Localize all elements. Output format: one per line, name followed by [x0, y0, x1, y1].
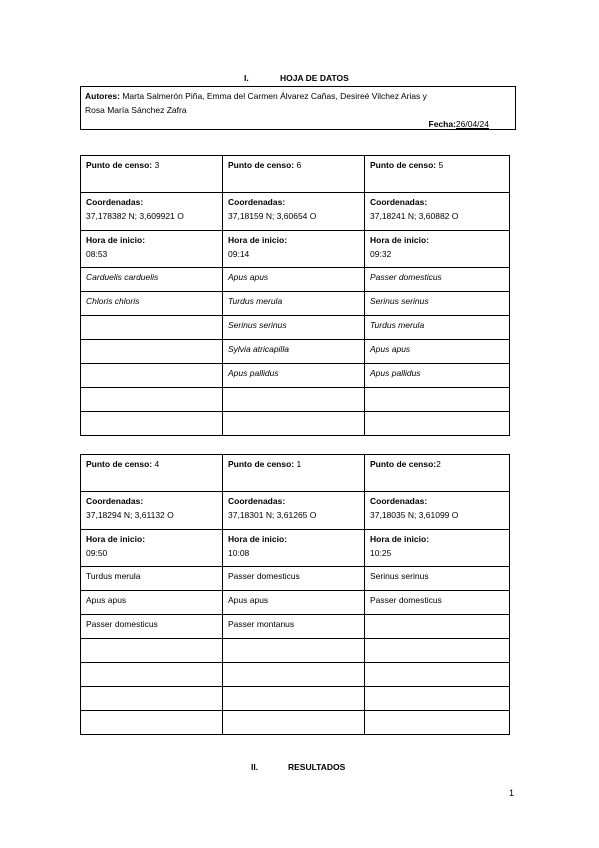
hora-label: Hora de inicio: — [370, 235, 430, 245]
species-row — [81, 615, 510, 639]
species-row — [81, 364, 510, 388]
punto-value: 4 — [154, 459, 160, 469]
species-cell — [365, 687, 510, 711]
species-row — [81, 687, 510, 711]
fecha — [429, 118, 490, 130]
hora-cell — [223, 231, 365, 268]
species-cell — [223, 388, 365, 412]
hora-row — [81, 530, 510, 567]
species-cell: Apus apus — [223, 268, 365, 292]
punto-value: 5 — [438, 160, 444, 170]
species-cell: Apus apus — [223, 591, 365, 615]
species-cell — [365, 388, 510, 412]
coord-cell — [223, 193, 365, 231]
species-row — [81, 388, 510, 412]
coord-label: Coordenadas: — [370, 496, 428, 506]
page-number: 1 — [509, 788, 515, 798]
species-cell — [81, 340, 223, 364]
species-cell: Passer domesticus — [365, 591, 510, 615]
species-row — [81, 663, 510, 687]
species-cell — [223, 639, 365, 663]
hora-cell — [365, 530, 510, 567]
species-cell — [365, 711, 510, 735]
coord-cell — [81, 193, 223, 231]
species-cell — [81, 388, 223, 412]
punto-row — [81, 156, 510, 193]
punto-cell — [81, 455, 223, 492]
punto-row — [81, 455, 510, 492]
species-cell: Apus apus — [81, 591, 223, 615]
hora-label: Hora de inicio: — [228, 235, 288, 245]
census-table-2 — [80, 454, 510, 735]
coord-label: Coordenadas: — [370, 197, 428, 207]
hora-value: 10:08 — [228, 548, 250, 558]
hora-value: 10:25 — [370, 548, 392, 558]
species-row — [81, 639, 510, 663]
coord-label: Coordenadas: — [228, 496, 286, 506]
species-cell: Passer domesticus — [223, 567, 365, 591]
punto-cell — [365, 455, 510, 492]
coord-label: Coordenadas: — [86, 496, 144, 506]
punto-label: Punto de censo: — [86, 459, 153, 469]
species-cell: Sylvia atricapilla — [223, 340, 365, 364]
species-cell — [223, 711, 365, 735]
species-cell — [365, 639, 510, 663]
species-cell — [223, 663, 365, 687]
punto-cell — [81, 156, 223, 193]
coord-cell — [223, 492, 365, 530]
authors-names-2: Rosa María Sánchez Zafra — [85, 105, 187, 115]
hora-cell — [81, 530, 223, 567]
punto-value: 1 — [296, 459, 302, 469]
hora-value: 09:32 — [370, 249, 392, 259]
species-cell: Carduelis carduelis — [81, 268, 223, 292]
species-row — [81, 567, 510, 591]
coord-cell — [365, 193, 510, 231]
species-cell — [81, 364, 223, 388]
punto-value: 3 — [154, 160, 160, 170]
punto-cell — [223, 156, 365, 193]
coord-cell — [81, 492, 223, 530]
section-number: I. — [244, 73, 249, 83]
authors-box — [80, 86, 516, 130]
species-cell — [81, 316, 223, 340]
species-cell — [81, 711, 223, 735]
hora-label: Hora de inicio: — [370, 534, 430, 544]
species-cell — [223, 412, 365, 436]
authors-names-1: Marta Salmerón Piña, Emma del Carmen Álvarez Cañas, Desireé Vilchez Arias y — [122, 91, 427, 101]
coord-value: 37,18301 N; 3,61265 O — [228, 510, 317, 520]
fecha-label: Fecha: — [428, 119, 456, 129]
punto-label: Punto de censo: — [228, 160, 295, 170]
species-cell: Apus apus — [365, 340, 510, 364]
fecha-value: 26/04/24 — [455, 119, 489, 129]
species-cell: Turdus merula — [365, 316, 510, 340]
species-cell — [81, 663, 223, 687]
hora-value: 08:53 — [86, 249, 108, 259]
species-cell: Apus pallidus — [365, 364, 510, 388]
species-cell: Serinus serinus — [223, 316, 365, 340]
species-cell: Passer domesticus — [81, 615, 223, 639]
coord-value: 37,18241 N; 3,60882 O — [370, 211, 459, 221]
species-cell — [81, 412, 223, 436]
authors-line-1 — [85, 89, 511, 103]
species-cell — [223, 687, 365, 711]
species-row — [81, 340, 510, 364]
species-cell: Passer domesticus — [365, 268, 510, 292]
punto-label: Punto de censo: — [86, 160, 153, 170]
coord-value: 37,18294 N; 3,61132 O — [86, 510, 174, 520]
species-cell — [365, 615, 510, 639]
species-row — [81, 591, 510, 615]
coord-value: 37,18159 N; 3,60654 O — [228, 211, 317, 221]
species-cell: Turdus merula — [81, 567, 223, 591]
section-number: II. — [251, 762, 259, 772]
coord-label: Coordenadas: — [86, 197, 144, 207]
coord-value: 37,18035 N; 3,61099 O — [370, 510, 459, 520]
coord-row — [81, 193, 510, 231]
census-table-1 — [80, 155, 510, 436]
species-cell: Apus pallidus — [223, 364, 365, 388]
species-cell: Chloris chloris — [81, 292, 223, 316]
hora-label: Hora de inicio: — [228, 534, 288, 544]
hora-value: 09:14 — [228, 249, 250, 259]
species-cell: Passer montanus — [223, 615, 365, 639]
species-cell: Serinus serinus — [365, 292, 510, 316]
hora-cell — [365, 231, 510, 268]
punto-label: Punto de censo: — [370, 160, 437, 170]
hora-row — [81, 231, 510, 268]
punto-value: 2 — [436, 459, 441, 469]
species-row — [81, 711, 510, 735]
species-cell — [81, 639, 223, 663]
hora-cell — [81, 231, 223, 268]
punto-label: Punto de censo: — [370, 459, 437, 469]
punto-value: 6 — [296, 160, 302, 170]
coord-row — [81, 492, 510, 530]
section-title: RESULTADOS — [288, 762, 346, 772]
species-cell: Turdus merula — [223, 292, 365, 316]
species-cell — [81, 687, 223, 711]
punto-cell — [365, 156, 510, 193]
coord-value: 37,178382 N; 3,609921 O — [86, 211, 184, 221]
coord-cell — [365, 492, 510, 530]
species-cell — [365, 663, 510, 687]
species-row — [81, 412, 510, 436]
species-row — [81, 316, 510, 340]
authors-label: Autores: — [85, 91, 120, 101]
species-row — [81, 268, 510, 292]
section-title: HOJA DE DATOS — [280, 73, 349, 83]
hora-cell — [223, 530, 365, 567]
punto-cell — [223, 455, 365, 492]
species-row — [81, 292, 510, 316]
hora-label: Hora de inicio: — [86, 235, 146, 245]
hora-value: 09:50 — [86, 548, 108, 558]
hora-label: Hora de inicio: — [86, 534, 146, 544]
species-cell — [365, 412, 510, 436]
species-cell: Serinus serinus — [365, 567, 510, 591]
coord-label: Coordenadas: — [228, 197, 286, 207]
punto-label: Punto de censo: — [228, 459, 295, 469]
